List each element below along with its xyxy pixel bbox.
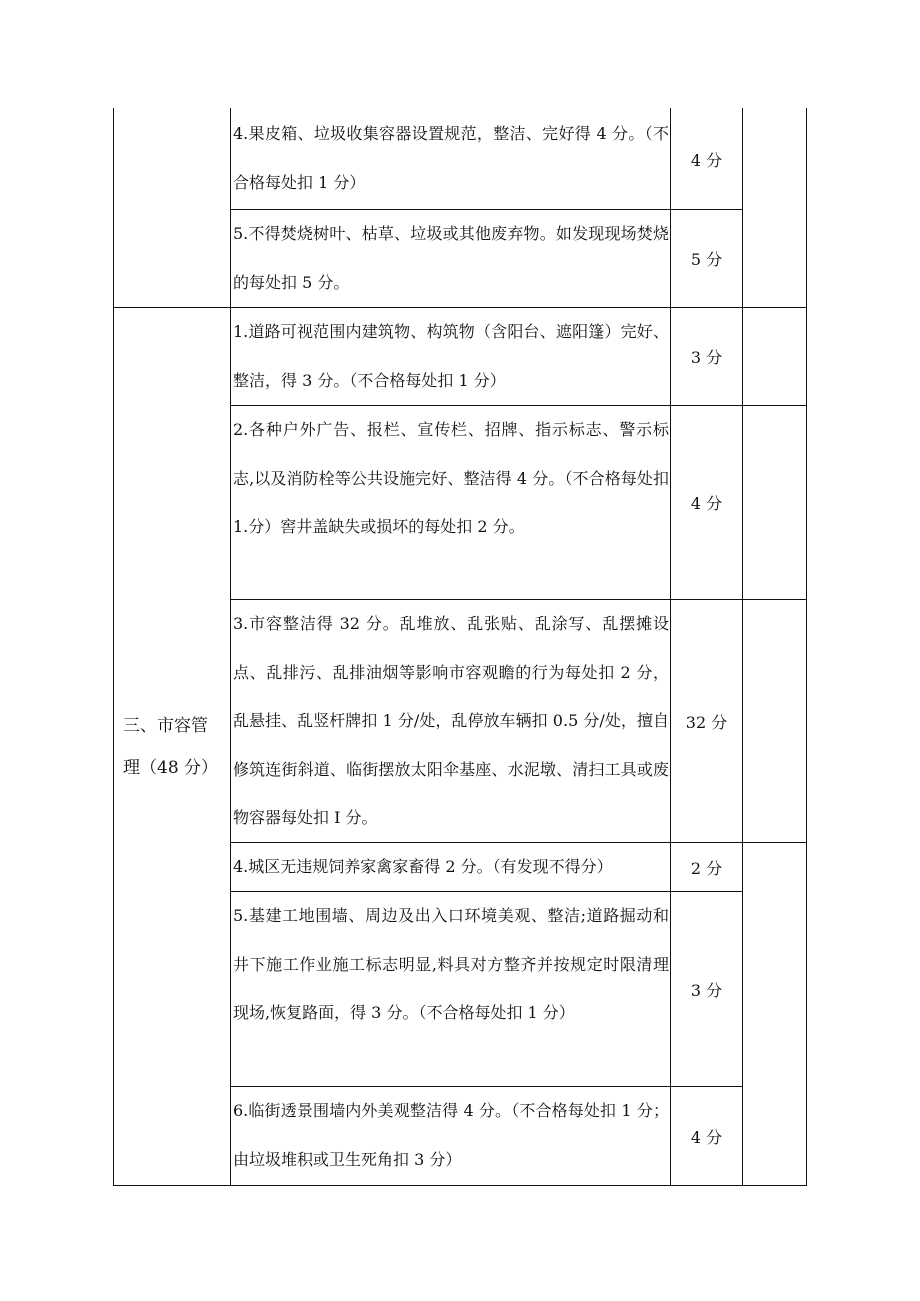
table-border-bottom bbox=[113, 1185, 807, 1186]
category-city-appearance: 三、市容管理（48 分） bbox=[123, 715, 219, 778]
column-divider-remark bbox=[742, 108, 743, 1186]
score-3-4: 2 分 bbox=[690, 858, 723, 878]
score-3-1: 3 分 bbox=[690, 348, 723, 367]
criterion-3-4: 4.城区无违规饲养家禽家畜得 2 分。（有发现不得分） bbox=[233, 857, 613, 876]
criterion-3-1: 1.道路可视范围内建筑物、构筑物（含阳台、遮阳篷）完好、整洁，得 3 分。（不合格每处扣 1 分） bbox=[233, 322, 669, 390]
criterion-3-5: 5.基建工地围墙、周边及出入口环境美观、整洁;道路掘动和井下施工作业施工标志明显,料具对方整齐并按规定时限清理现场,恢复路面，得 3 分。（不合格每处扣 1 分） bbox=[233, 906, 669, 1022]
score-prev-4: 4 分 bbox=[690, 151, 723, 170]
score-3-3: 32 分 bbox=[685, 712, 728, 732]
score-table bbox=[113, 108, 807, 1186]
score-3-6: 4 分 bbox=[690, 1127, 723, 1147]
score-3-5: 3 分 bbox=[690, 980, 723, 1000]
criterion-3-2: 2.各种户外广告、报栏、宣传栏、招牌、指示标志、警示标志,以及消防栓等公共设施完好、整洁得 4 分。（不合格每处扣 1.分）窖井盖缺失或损坏的每处扣 2 分。 bbox=[233, 420, 669, 536]
criterion-prev-4: 4.果皮箱、垃圾收集容器设置规范，整洁、完好得 4 分。（不合格每处扣 1 分） bbox=[233, 124, 669, 192]
criterion-prev-5: 5.不得焚烧树叶、枯草、垃圾或其他废弃物。如发现现场焚烧的每处扣 5 分。 bbox=[233, 224, 669, 292]
criterion-3-3: 3.市容整洁得 32 分。乱堆放、乱张贴、乱涂写、乱摆摊设点、乱排污、乱排油烟等影响市容观瞻的行为每处扣 2 分，乱悬挂、乱竖杆牌扣 1 分/处，乱停放车辆扣 0.5 分/处，擅自修筑连街斜道、临街摆放太阳伞基座、水泥墩、清扫工具或废物容器每处扣 I 分。 bbox=[233, 614, 669, 827]
score-prev-5: 5 分 bbox=[690, 250, 723, 269]
criterion-3-6: 6.临街透景围墙内外美观整洁得 4 分。（不合格每处扣 1 分；由垃圾堆积或卫生死角扣 3 分） bbox=[233, 1101, 669, 1169]
table-border-right bbox=[806, 108, 807, 1186]
score-3-2: 4 分 bbox=[690, 494, 723, 513]
